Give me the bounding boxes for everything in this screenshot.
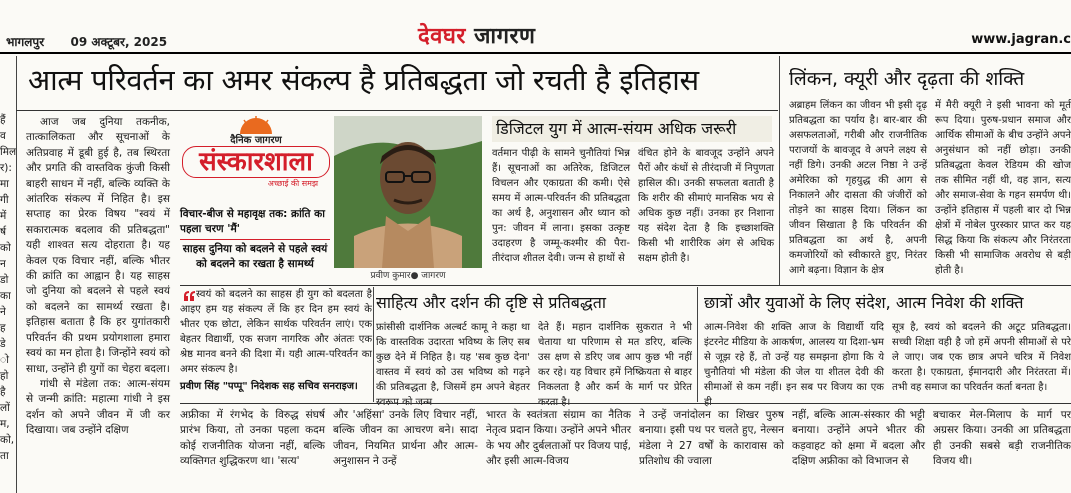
- dateline-date: 09 अक्टूबर, 2025: [70, 35, 168, 49]
- quote-text: स्वयं को बदलने का साहस ही युग को बदलता है आइए हम यह संकल्प लें कि हर दिन हम स्वयं के भीतर एक छोटा, लेकिन सार्थक परिवर्तन लाएं। एक बेहतर विद्यार्थी, एक सजग नागरिक और अंततः एक श्रेष्ठ मानव बनने की दिशा में। यही आत्म-परिवर्तन का अमर संकल्प है।: [180, 289, 372, 375]
- quote-divider: [373, 287, 374, 402]
- quote-author: प्रवीण सिंह "पप्पू" निदेशक सह सचिव सनराइज।: [180, 381, 358, 392]
- sanskarshala-logo: [182, 116, 330, 196]
- sanskarshala-dainik: दैनिक जागरण: [230, 135, 282, 146]
- continuation-col: अफ्रीका में रंगभेद के विरुद्ध संघर्ष प्रारंभ किया, तो उनका पहला कदम कोई राजनीतिक योजना नहीं, बल्कि व्यक्तिगत शुद्धिकरण था। 'सत्य': [180, 409, 325, 468]
- margin-fragment: का: [0, 290, 11, 302]
- photo-credit: प्रवीण कुमार● जागरण: [370, 271, 446, 281]
- sahitya-col-1: फ्रांसीसी दार्शनिक अल्बर्ट कामू ने कहा था कि वास्तविक उदारता भविष्य के लिए सब कुछ देने में निहित है। यह 'सब कुछ देना' वास्तव में स्वयं को उस भविष्य को गढ़ने की प्रतिबद्धता है, जिसमें हम अपने बेहतर: [376, 322, 530, 393]
- masthead-rule: [0, 52, 1071, 54]
- continuation-rule: [180, 403, 1071, 404]
- masthead-brand-name: जागरण: [474, 24, 536, 49]
- margin-fragment: र्ष: [0, 226, 7, 238]
- margin-fragment: डो: [0, 274, 9, 286]
- sanskarshala-theme: [180, 207, 330, 272]
- sahitya-col-2: देते हैं। महान दार्शनिक सुकरात ने भी चेताया था परिणाम से मत डरिए, बल्कि उस क्षण से डरिए जब आप कुछ भी नहीं कर रहे। यह विचार हमें निष्क्रियता से बाहर निकलता है और कर्म के मार्ग पर प्रेरित: [538, 322, 692, 393]
- margin-fragment: को: [0, 242, 11, 254]
- author-photo: [334, 116, 482, 268]
- mid-rule: [373, 285, 1071, 286]
- continuation-col: और 'अहिंसा' उनके लिए विचार नहीं, बल्कि जीवन का आचरण बने। सादा जीवन, नियमित प्रार्थना और आत्म-अनुशासन ने उन्हें: [333, 409, 478, 468]
- margin-fragment: ो: [0, 354, 9, 366]
- chhatra-col-1: आत्म-निवेश की शक्ति आज के विद्यार्थी यदि इंटरनेट मीडिया के आकर्षण, आलस्य या दिशा-भ्रम से जूझ रहे हैं, तो उन्हें यह समझना होगा कि ये चुनौतियां भी मंडेला की जेल या शीतल देवी की सीमाओं से कम नहीं। इन सब पर विजय का एक: [704, 322, 884, 393]
- margin-fragment: को,: [0, 434, 15, 446]
- margin-fragment: मिल: [0, 146, 17, 158]
- masthead-logo: [418, 20, 535, 50]
- left-margin-divider: [16, 56, 17, 493]
- left-margin-column: [0, 112, 17, 482]
- photo-rule: [180, 285, 373, 286]
- quote-box: [180, 287, 372, 402]
- lead-paragraph: आज जब दुनिया तकनीक, तात्कालिकता और सूचनाओं के अतिप्रवाह में डूबी हुई है, तब स्थिरता और प्रगति की वास्तविक कुंजी किसी बाहरी साधन में नहीं, बल्कि व्यक्ति के आंतरिक संकल्प में निहित है। इस सप्ताह का प्रेरक विषय "स्वयं में सकारात्मक बदलाव की प्रतिबद्धता" यही शाश्वत सत्य दोहराता है। यह केवल एक विचार नहीं, बल्कि भीतर की क्रांति का आह्वान है। यह साहस जो दुनिया को बदलने से पहले स्वयं को बदलने का सामर्थ्य रखता है। इतिहास बताता है कि हर युगांतकारी परिवर्तन की प्रथम प्रयोगशाला हमारा स्वयं का मन होता है। जिन्होंने स्वयं को साधा, उन्होंने ही युगों का चेहरा बदला।: [26, 116, 170, 375]
- masthead-website: www.jagran.c: [971, 32, 1071, 47]
- theme-line-2: साहस दुनिया को बदलने से पहले स्वयं को बदलने का रखता है सामर्थ्य: [182, 243, 328, 270]
- masthead: [0, 0, 1071, 56]
- sanskarshala-tagline: अच्छाई की समझ: [267, 179, 318, 188]
- margin-fragment: र):: [0, 162, 12, 174]
- headline-rule: [16, 110, 778, 111]
- digital-col-1: वर्तमान पीढ़ी के सामने चुनौतियां भिन्न हैं। सूचनाओं का अतिरेक, डिजिटल विचलन और एकाग्रता की कमी। ऐसे समय में आत्म-परिवर्तन की प्रतिबद्धता का अर्थ है, अनुशासन और ध्यान को पुन: जीवन में लाना। इसका उत्कृष्ट उदाहरण है जम्मू-कश्मीर की पैरा-तीरंदाज शीतल देवी। जन्म से हाथों से: [492, 148, 630, 264]
- margin-fragment: ता: [0, 450, 9, 462]
- margin-fragment: ने: [0, 306, 6, 318]
- chhatra-col-2: सूत्र है, स्वयं को बदलने की अटूट प्रतिबद्धता। सच्ची शिक्षा वही है जो हमें अपनी सीमाओं से परे ले जाए। जब एक छात्र अपने चरित्र में निवेश करता है। एकाग्रता, ईमानदारी और निरंतरता में। तभी वह समाज का परिवर्तन कर्ता बनता है।: [892, 322, 1071, 393]
- margin-fragment: है: [0, 386, 6, 398]
- sahitya-headline: साहित्य और दर्शन की दृष्टि से प्रतिबद्धता: [376, 293, 606, 312]
- margin-fragment: हैं: [0, 114, 6, 126]
- quote-mark-icon: [182, 289, 196, 303]
- digital-headline: डिजिटल युग में आत्म-संयम अधिक जरूरी: [492, 116, 772, 142]
- chhatra-headline: छात्रों और युवाओं के लिए संदेश, आत्म निवेश की शक्ति: [704, 293, 1024, 312]
- margin-fragment: व: [0, 130, 6, 142]
- lincoln-headline: लिंकन, क्यूरी और दृढ़ता की शक्ति: [789, 68, 1025, 90]
- margin-fragment: में: [0, 210, 7, 222]
- main-headline: आत्म परिवर्तन का अमर संकल्प है प्रतिबद्धता जो रचती है इतिहास: [28, 63, 699, 97]
- masthead-brand-city: देवघर: [418, 24, 466, 49]
- theme-line-1: विचार-बीज से महावृक्ष तक: क्रांति का पहला चरण 'मैं': [180, 208, 325, 235]
- person-portrait-icon: [334, 116, 482, 268]
- continuation-col: भारत के स्वतंत्रता संग्राम का नैतिक नेतृत्व प्रदान किया। उन्होंने अपने भीतर के भय और दुर्बलताओं पर विजय पाई, और इसी आत्म-विजय: [486, 409, 631, 468]
- margin-fragment: लों: [0, 402, 10, 414]
- dateline: [6, 33, 167, 50]
- lead-paragraph: गांधी से मंडेला तक: आत्म-संयम से जन्मी क्रांति: महात्मा गांधी ने इस दर्शन को अपने जीवन में जी कर दिखाया। जब उन्होंने दक्षिण: [26, 377, 170, 437]
- lincoln-col-1: अब्राहम लिंकन का जीवन भी इसी दृढ़ प्रतिबद्धता का पर्याय है। बार-बार की असफलताओं, गरीबी और राजनीतिक पराजयों के बावजूद वे अपने लक्ष्य से नहीं डिगे। उनकी अटल निष्ठा ने उन्हें अमेरिका को गृहयुद्ध की आग से निकालने और दासता की जंजीरों को तोड़ने का साहस दिया। लिंकन का जीवन सिखाता है कि परिवर्तन की प्रतिबद्धता का अर्थ है, अपनी कमजोरियों को स्वीकारते हुए, निरंतर आगे बढ़ना। विज्ञान के क्षेत्र: [789, 100, 927, 276]
- margin-fragment: डे: [0, 338, 6, 350]
- lead-story: [26, 115, 170, 450]
- margin-fragment: न: [0, 258, 6, 270]
- margin-fragment: हो: [0, 370, 9, 382]
- digital-col-2: वंचित होने के बावजूद उन्होंने अपने पैरों और कंधों से तीरंदाजी में निपुणता हासिल की। उनकी सफलता बताती है कि शरीर की सीमाएं मानसिक भय से अधिक कुछ नहीं। उनका हर निशाना यह संदेश देता है कि इच्छाशक्ति किसी भी शारीरिक अंग से अधिक सक्षम होती है।: [638, 148, 774, 264]
- margin-fragment: गी: [0, 194, 9, 206]
- margin-fragment: ह: [0, 322, 6, 334]
- margin-fragment: म,: [0, 418, 10, 430]
- continuation-col: नहीं, बल्कि आत्म-संस्कार की भट्टी बनाया। उन्होंने अपने भीतर की कड़वाहट को क्षमा में बदला और दक्षिण अफ्रीका को विभाजन से: [792, 409, 925, 468]
- right-block-divider: [779, 56, 780, 286]
- sahitya-divider: [697, 287, 698, 402]
- sanskarshala-title: संस्कारशाला: [182, 146, 330, 178]
- continuation-col: बचाकर मेल-मिलाप के मार्ग पर अग्रसर किया। उनकी आ प्रतिबद्धता ही उनकी सबसे बड़ी राजनीतिक विजय थी।: [933, 409, 1071, 468]
- dateline-city: भागलपुर: [6, 35, 45, 49]
- lincoln-col-2: में मैरी क्यूरी ने इसी भावना को मूर्त रूप दिया। पुरुष-प्रधान समाज और आर्थिक सीमाओं के बीच उन्होंने अपने अनुसंधान को नहीं छोड़ा। उनकी प्रतिबद्धता केवल रेडियम की खोज तक सीमित नहीं थी, वह ज्ञान, सत्य और समाज-सेवा के गहन समर्पण थी। उन्होंने इतिहास में पहली बार दो भिन्न क्षेत्रों में नोबेल पुरस्कार प्राप्त कर यह सिद्ध किया कि संकल्प और निरंतरता किसी भी सामाजिक अवरोध से बड़ी होती है।: [935, 100, 1071, 276]
- margin-fragment: मा: [0, 178, 9, 190]
- continuation-col: ने उन्हें जनांदोलन का शिखर पुरुष बनाया। इसी पथ पर चलते हुए, नेल्सन मंडेला ने 27 वर्षों के कारावास को प्रतिशोध की ज्वाला: [639, 409, 784, 468]
